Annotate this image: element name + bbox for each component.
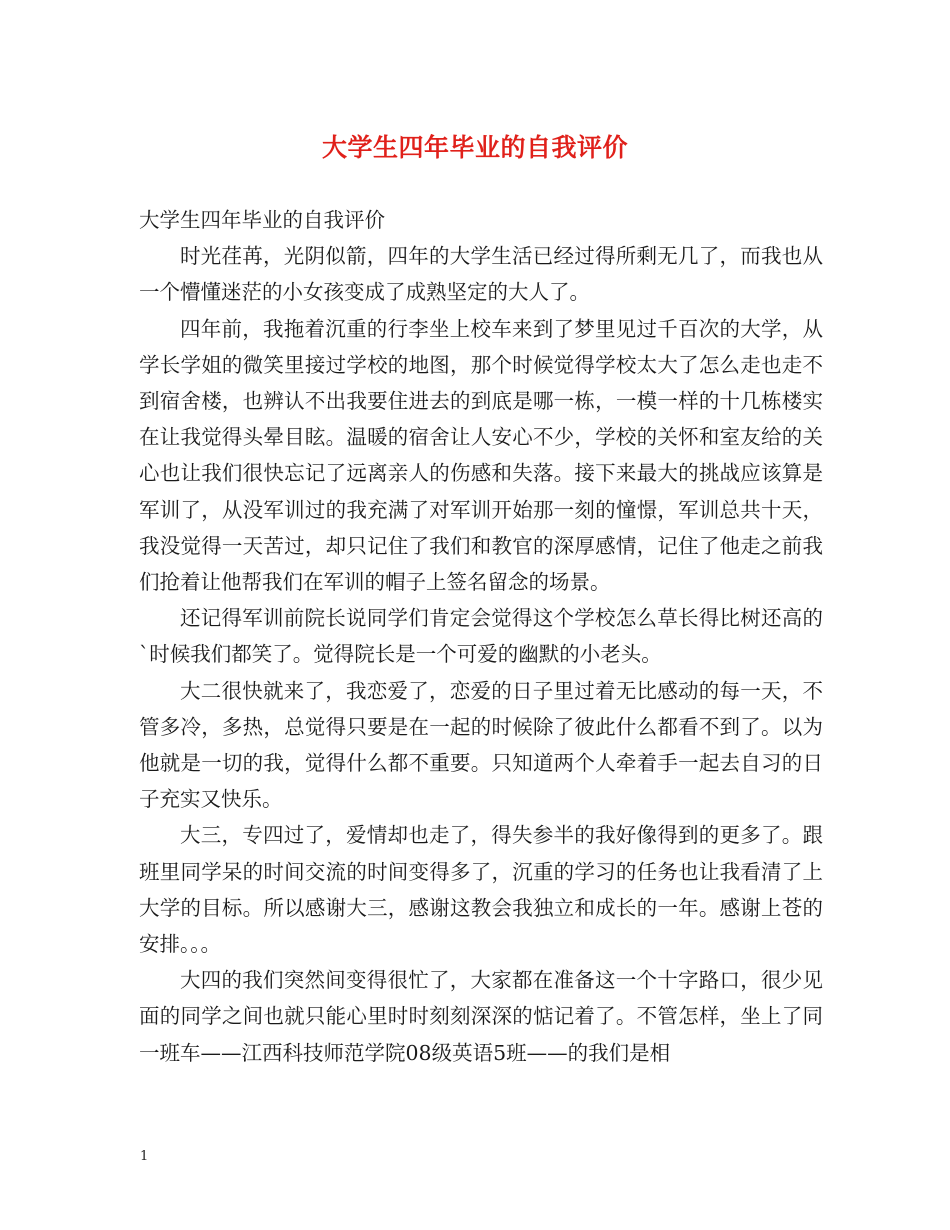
paragraph-3: 还记得军训前院长说同学们肯定会觉得这个学校怎么草长得比树还高的`时候我们都笑了。觉得院长是一个可爱的幽默的小老头。 (139, 606, 823, 667)
page-number: 1 (140, 1149, 149, 1164)
document-subtitle: 大学生四年毕业的自我评价 (139, 208, 385, 232)
paragraph-4: 大二很快就来了，我恋爱了，恋爱的日子里过着无比感动的每一天，不管多冷，多热，总觉得只要是在一起的时候除了彼此什么都看不到了。以为他就是一切的我，觉得什么都不重要。只知道两个人牵着手一起去自习的日子充实又快乐。 (139, 678, 823, 812)
paragraph-6: 大四的我们突然间变得很忙了，大家都在准备这一个十字路口，很少见面的同学之间也就只能心里时时刻刻深深的惦记着了。不管怎样，坐上了同一班车——江西科技师范学院08级英语5班——的我们是相 (139, 968, 823, 1065)
paragraph-1: 时光荏苒，光阴似箭，四年的大学生活已经过得所剩无几了，而我也从一个懵懂迷茫的小女孩变成了成熟坚定的大人了。 (139, 244, 823, 305)
document-title: 大学生四年毕业的自我评价 (321, 133, 628, 162)
paragraph-5: 大三，专四过了，爱情却也走了，得失参半的我好像得到的更多了。跟班里同学呆的时间交流的时间变得多了，沉重的学习的任务也让我看清了上大学的目标。所以感谢大三，感谢这教会我独立和成长的一年。感谢上苍的安排。。。 (139, 823, 823, 957)
paragraph-2: 四年前，我拖着沉重的行李坐上校车来到了梦里见过千百次的大学，从学长学姐的微笑里接过学校的地图，那个时候觉得学校太大了怎么走也走不到宿舍楼，也辨认不出我要住进去的到底是哪一栋，一模一样的十几栋楼实在让我觉得头晕目眩。温暖的宿舍让人安心不少，学校的关怀和室友给的关心也让我们很快忘记了远离亲人的伤感和失落。接下来最大的挑战应该算是军训了，从没军训过的我充满了对军训开始那一刻的憧憬，军训总共十天，我没觉得一天苦过，却只记住了我们和教官的深厚感情，记住了他走之前我们抢着让他帮我们在军训的帽子上签名留念的场景。 (139, 316, 823, 595)
document-body (139, 202, 823, 1071)
